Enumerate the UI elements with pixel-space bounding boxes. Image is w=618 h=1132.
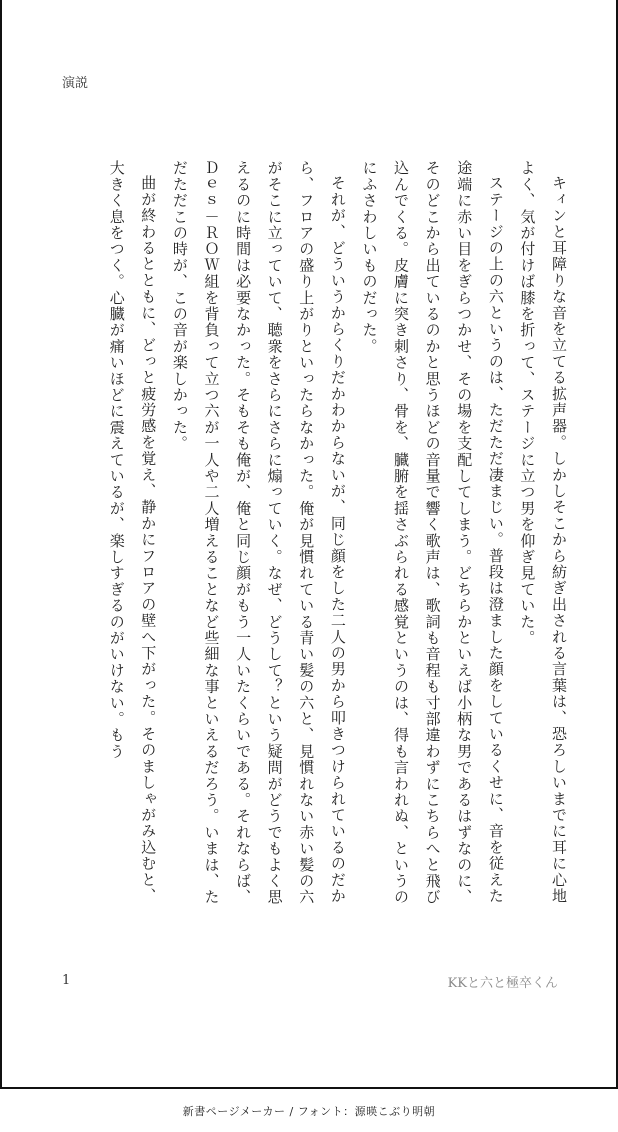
chapter-title: 演説 [62, 76, 89, 91]
generator-credit: 新書ページメーカー / フォント：源暎こぶり明朝 [182, 1105, 436, 1118]
paragraph: キィンと耳障りな音を立てる拡声器。しかしそこから紡ぎ出される言葉は、恐ろしいまでに耳に心地よく、気が付けば膝を折って、ステージに立つ男を仰ぎ見ていた。 [518, 160, 568, 904]
page-number: 1 [62, 973, 71, 988]
paragraph: それが、どういうからくりだかわからないが、同じ顔をした二人の男から叩きつけられているのだから、フロアの盛り上がりといったらなかった。俺が見慣れている青い髪の六と、見慣れない赤い髪の六がそこに立っていて、聴衆をさらにさらに煽っていく。なぜ、どうして？という疑問がどうでもよく思えるのに時間は必要なかった。そもそも俺が、俺と同じ顔がもう一人いたくらいである。それならば、Ｄｅｓ－ＲＯＷ組を背負って立つ六が一人や二人増えることなど些細な事といえるだろう。いまは、ただただこの時が、この音が楽しかった。 [170, 160, 347, 906]
work-title: KKと六と極卒くん [447, 976, 558, 991]
paragraph: 曲が終わるとともに、どっと疲労感を覚え、静かにフロアの壁へ下がった。そのましゃがみ込むと、大きく息をつく。心臓が痛いほどに震えているが、楽しすぎるのがいけない。もう [107, 160, 158, 904]
paragraph: ステージの上の六というのは、ただただ凄まじい。普段は澄ました顔をしているくせに、音を従えた途端に赤い目をぎらつかせ、その場を支配してしまう。どちらかといえば小柄な男であるはずなのに、そのどこから出ているのかと思うほどの音量で響く歌声は、歌詞も音程も寸部違わずにこちらへと飛び込んでくる。皮膚に突き刺さり、骨を、臓腑を揺さぶられる感覚というのは、得も言われぬ、というのにふさわしいものだった。 [360, 160, 505, 906]
vertical-body-text [100, 160, 574, 920]
